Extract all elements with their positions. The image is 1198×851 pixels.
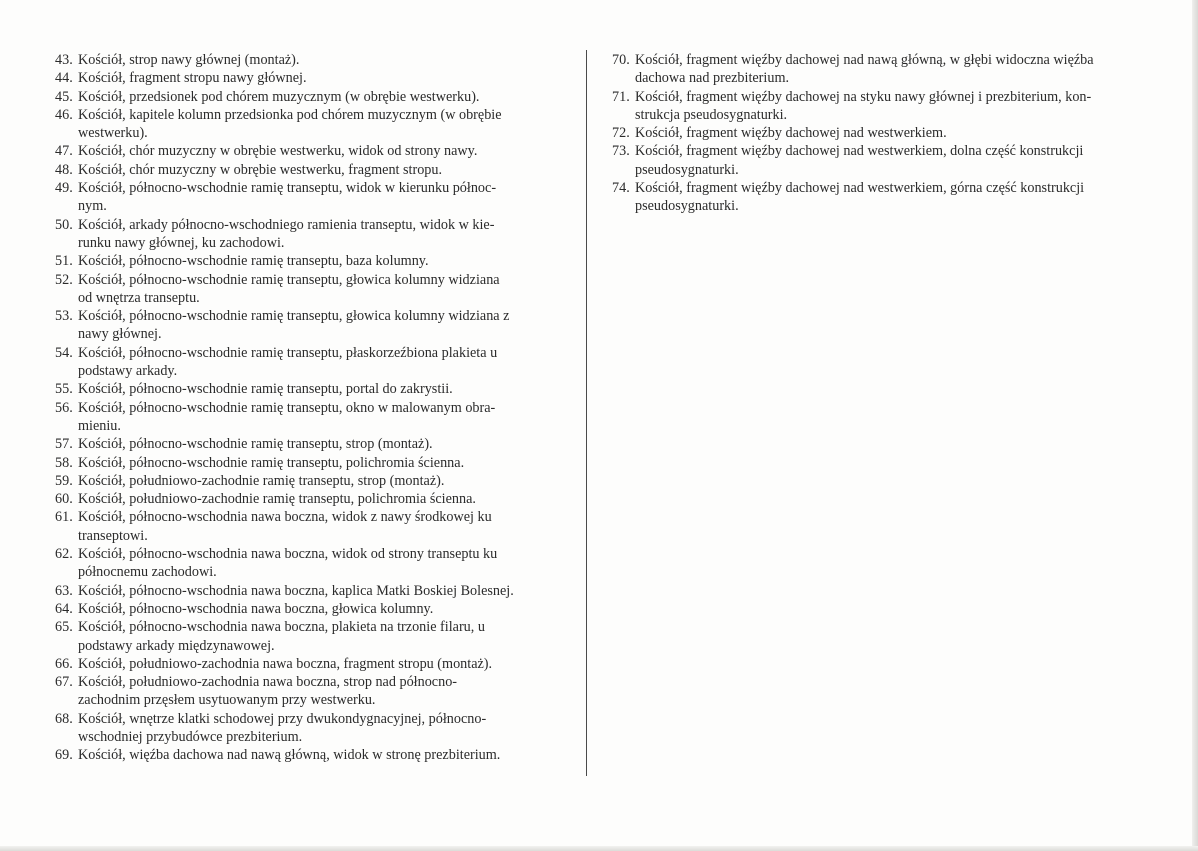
caption-line: strukcja pseudosygnaturki. (635, 106, 788, 123)
caption-line: Kościół, chór muzyczny w obrębie westwerku, fragment stropu. (78, 161, 443, 178)
caption-number: 69. (55, 747, 73, 764)
caption-number: 61. (55, 509, 73, 526)
caption-line: Kościół, północno-wschodnia nawa boczna, widok od strony transeptu ku (78, 546, 498, 563)
caption-number: 50. (55, 216, 73, 233)
caption-text (76, 271, 565, 308)
caption-number: 52. (55, 271, 73, 288)
caption-number: 53. (55, 308, 73, 325)
caption-line: Kościół, fragment więźby dachowej na styku nawy głównej i prezbiterium, kon- (635, 88, 1092, 105)
caption-line: północnemu zachodowi. (78, 564, 217, 581)
caption-text (76, 142, 565, 160)
caption-line: Kościół, północno-wschodnie ramię transeptu, głowica kolumny widziana (78, 271, 500, 288)
caption-line: podstawy arkady międzynawowej. (78, 637, 275, 654)
caption-number: 64. (55, 600, 73, 617)
caption-entry (55, 399, 565, 436)
caption-text (76, 344, 565, 381)
caption-text (76, 673, 565, 710)
caption-text (76, 545, 565, 582)
caption-entry (55, 252, 565, 270)
caption-text (76, 582, 565, 600)
caption-line: Kościół, południowo-zachodnia nawa boczna, fragment stropu (montaż). (78, 655, 493, 672)
column-divider (586, 50, 587, 776)
caption-number: 44. (55, 70, 73, 87)
caption-number: 60. (55, 491, 73, 508)
caption-line: Kościół, więźba dachowa nad nawą główną, widok w stronę prezbiterium. (78, 747, 501, 764)
caption-line: Kościół, chór muzyczny w obrębie westwerku, widok od strony nawy. (78, 143, 478, 160)
caption-line: pseudosygnaturki. (635, 161, 739, 178)
caption-entry (55, 106, 565, 143)
caption-entry (55, 344, 565, 381)
caption-text (76, 508, 565, 545)
caption-number: 54. (55, 344, 73, 361)
caption-line: nawy głównej. (78, 326, 162, 343)
caption-line: Kościół, południowo-zachodnie ramię transeptu, strop (montaż). (78, 472, 445, 489)
caption-entry (612, 88, 1142, 125)
caption-line: Kościół, północno-wschodnie ramię transeptu, polichromia ścienna. (78, 454, 465, 471)
caption-number: 47. (55, 143, 73, 160)
caption-number: 72. (612, 125, 630, 142)
caption-text (633, 142, 1142, 179)
caption-line: transeptowi. (78, 527, 148, 544)
caption-line: Kościół, północno-wschodnie ramię transeptu, okno w malowanym obra- (78, 399, 496, 416)
caption-text (76, 399, 565, 436)
caption-line: Kościół, północno-wschodnia nawa boczna, plakieta na trzonie filaru, u (78, 619, 485, 636)
caption-number: 68. (55, 710, 73, 727)
caption-text (76, 472, 565, 490)
caption-number: 57. (55, 436, 73, 453)
caption-entry (612, 51, 1142, 88)
caption-entry (55, 746, 565, 764)
caption-text (76, 88, 565, 106)
caption-line: westwerku). (78, 125, 148, 142)
caption-line: Kościół, północno-wschodnia nawa boczna, kaplica Matki Boskiej Bolesnej. (78, 582, 514, 599)
caption-text (76, 51, 565, 69)
caption-number: 70. (612, 52, 630, 68)
caption-number: 71. (612, 88, 630, 105)
caption-line: Kościół, fragment więźby dachowej nad westwerkiem, górna część konstrukcji (635, 180, 1085, 197)
caption-text (76, 618, 565, 655)
caption-line: Kościół, północno-wschodnia nawa boczna, głowica kolumny. (78, 600, 434, 617)
caption-text (76, 710, 565, 747)
caption-entry (55, 545, 565, 582)
caption-text (633, 124, 1142, 142)
caption-entry (55, 600, 565, 618)
caption-line: Kościół, północno-wschodnie ramię transeptu, głowica kolumny widziana z (78, 308, 510, 325)
caption-entry (55, 307, 565, 344)
caption-entry (55, 88, 565, 106)
caption-number: 65. (55, 619, 73, 636)
caption-line: runku nawy głównej, ku zachodowi. (78, 234, 285, 251)
caption-line: Kościół, fragment stropu nawy głównej. (78, 70, 307, 87)
caption-number: 56. (55, 399, 73, 416)
caption-entry (55, 435, 565, 453)
caption-line: Kościół, północno-wschodnia nawa boczna, widok z nawy środkowej ku (78, 509, 492, 526)
caption-text (633, 88, 1142, 125)
caption-text (76, 380, 565, 398)
caption-entry (55, 216, 565, 253)
scan-edge-bottom (0, 846, 1198, 851)
caption-line: Kościół, północno-wschodnie ramię transeptu, widok w kierunku północ- (78, 180, 497, 197)
caption-line: Kościół, północno-wschodnie ramię transeptu, strop (montaż). (78, 436, 433, 453)
right-column (612, 51, 1142, 216)
caption-entry (55, 179, 565, 216)
caption-entry (55, 51, 565, 69)
caption-number: 45. (55, 88, 73, 105)
caption-line: Kościół, fragment więźby dachowej nad nawą główną, w głębi widoczna więźba (635, 52, 1094, 68)
caption-number: 62. (55, 546, 73, 563)
caption-text (76, 600, 565, 618)
caption-entry (55, 69, 565, 87)
caption-line: dachowa nad prezbiterium. (635, 70, 790, 87)
caption-text (76, 746, 565, 764)
caption-line: Kościół, północno-wschodnie ramię transeptu, płaskorzeźbiona plakieta u (78, 344, 498, 361)
caption-number: 59. (55, 472, 73, 489)
caption-entry (55, 655, 565, 673)
caption-number: 43. (55, 52, 73, 68)
caption-line: mieniu. (78, 417, 121, 434)
caption-entry (55, 472, 565, 490)
left-column (55, 51, 565, 765)
caption-entry (55, 673, 565, 710)
caption-line: wschodniej przybudówce prezbiterium. (78, 728, 303, 745)
caption-line: podstawy arkady. (78, 363, 178, 380)
caption-number: 49. (55, 180, 73, 197)
caption-number: 73. (612, 143, 630, 160)
caption-number: 67. (55, 674, 73, 691)
caption-text (76, 106, 565, 143)
caption-text (633, 179, 1142, 216)
caption-entry (55, 508, 565, 545)
caption-entry (55, 582, 565, 600)
caption-text (76, 307, 565, 344)
caption-number: 51. (55, 253, 73, 270)
caption-line: Kościół, strop nawy głównej (montaż). (78, 52, 300, 68)
caption-line: Kościół, fragment więźby dachowej nad westwerkiem, dolna część konstrukcji (635, 143, 1084, 160)
caption-line: nym. (78, 198, 107, 215)
caption-text (76, 490, 565, 508)
caption-text (76, 179, 565, 216)
caption-number: 66. (55, 655, 73, 672)
caption-number: 74. (612, 180, 630, 197)
caption-line: Kościół, wnętrze klatki schodowej przy dwukondygnacyjnej, północno- (78, 710, 487, 727)
caption-entry (612, 124, 1142, 142)
caption-text (76, 252, 565, 270)
caption-text (76, 161, 565, 179)
caption-number: 46. (55, 106, 73, 123)
caption-text (76, 435, 565, 453)
caption-entry (55, 454, 565, 472)
caption-entry (55, 618, 565, 655)
caption-line: Kościół, przedsionek pod chórem muzycznym (w obrębie westwerku). (78, 88, 480, 105)
caption-line: Kościół, północno-wschodnie ramię transeptu, baza kolumny. (78, 253, 429, 270)
scan-edge-right (1192, 0, 1198, 851)
caption-entry (55, 490, 565, 508)
caption-line: Kościół, arkady północno-wschodniego ramienia transeptu, widok w kie- (78, 216, 495, 233)
caption-entry (55, 710, 565, 747)
caption-number: 63. (55, 582, 73, 599)
caption-line: Kościół, fragment więźby dachowej nad westwerkiem. (635, 125, 947, 142)
caption-line: od wnętrza transeptu. (78, 289, 200, 306)
caption-line: Kościół, południowo-zachodnia nawa boczna, strop nad północno- (78, 674, 458, 691)
caption-number: 55. (55, 381, 73, 398)
caption-line: pseudosygnaturki. (635, 198, 739, 215)
caption-line: Kościół, kapitele kolumn przedsionka pod chórem muzycznym (w obrębie (78, 106, 502, 123)
caption-entry (55, 142, 565, 160)
caption-text (76, 69, 565, 87)
caption-line: Kościół, południowo-zachodnie ramię transeptu, polichromia ścienna. (78, 491, 476, 508)
caption-line: zachodnim przęsłem usytuowanym przy westwerku. (78, 692, 376, 709)
caption-text (76, 454, 565, 472)
caption-entry (612, 179, 1142, 216)
caption-text (76, 216, 565, 253)
caption-text (76, 655, 565, 673)
caption-number: 48. (55, 161, 73, 178)
caption-entry (55, 161, 565, 179)
caption-number: 58. (55, 454, 73, 471)
caption-entry (55, 271, 565, 308)
caption-entry (55, 380, 565, 398)
caption-text (633, 51, 1142, 88)
caption-entry (612, 142, 1142, 179)
caption-line: Kościół, północno-wschodnie ramię transeptu, portal do zakrystii. (78, 381, 453, 398)
